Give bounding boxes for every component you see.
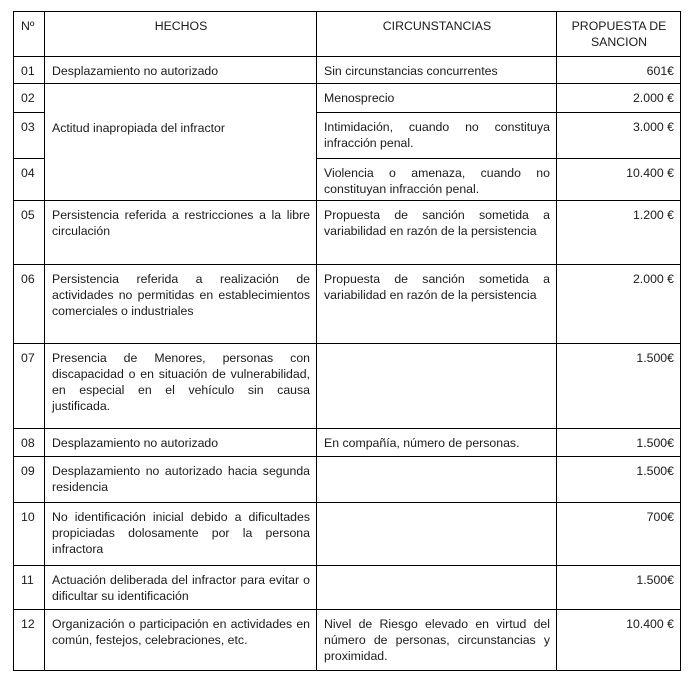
row-sancion: 10.400 €	[557, 159, 681, 201]
table-row	[14, 503, 681, 566]
row-circunstancias: Nivel de Riesgo elevado en virtud del número de personas, circunstancias y proximidad.	[317, 610, 557, 671]
row-circunstancias	[317, 457, 557, 503]
row-sancion: 2.000 €	[557, 84, 681, 113]
sanctions-table	[13, 11, 681, 671]
row-hechos: No identificación inicial debido a dificultades propiciadas dolosamente por la persona infractora	[45, 503, 317, 566]
table-row	[14, 265, 681, 344]
row-num: 07	[14, 344, 45, 429]
row-sancion: 700€	[557, 503, 681, 566]
table-row	[14, 57, 681, 84]
header-propuesta-line2: SANCION	[590, 35, 648, 49]
row-circunstancias: Propuesta de sanción sometida a variabilidad en razón de la persistencia	[317, 265, 557, 344]
row-sancion: 2.000 €	[557, 265, 681, 344]
row-sancion: 10.400 €	[557, 610, 681, 671]
row-circunstancias: En compañía, número de personas.	[317, 429, 557, 457]
row-sancion: 1.500€	[557, 344, 681, 429]
header-circunstancias: CIRCUNSTANCIAS	[317, 12, 557, 57]
row-num: 05	[14, 201, 45, 265]
row-circunstancias: Sin circunstancias concurrentes	[317, 57, 557, 84]
row-circunstancias	[317, 503, 557, 566]
row-circunstancias: Violencia o amenaza, cuando no constituyan infracción penal.	[317, 159, 557, 201]
row-sancion: 3.000 €	[557, 113, 681, 159]
row-circunstancias: Intimidación, cuando no constituya infracción penal.	[317, 113, 557, 159]
row-num: 08	[14, 429, 45, 457]
row-circunstancias	[317, 344, 557, 429]
table-row	[14, 201, 681, 265]
table-header-row	[14, 12, 681, 57]
row-hechos: Desplazamiento no autorizado	[45, 57, 317, 84]
row-sancion: 1.500€	[557, 566, 681, 610]
row-sancion: 1.500€	[557, 457, 681, 503]
row-hechos: Persistencia referida a restricciones a la libre circulación	[45, 201, 317, 265]
header-propuesta	[557, 12, 681, 57]
row-num: 10	[14, 503, 45, 566]
row-circunstancias: Propuesta de sanción sometida a variabilidad en razón de la persistencia	[317, 201, 557, 265]
row-num: 03	[14, 113, 45, 159]
header-num: Nº	[14, 12, 45, 57]
header-hechos: HECHOS	[45, 12, 317, 57]
table-row	[14, 610, 681, 671]
table-row	[14, 457, 681, 503]
row-num: 06	[14, 265, 45, 344]
row-num: 04	[14, 159, 45, 201]
row-sancion: 1.500€	[557, 429, 681, 457]
row-num: 12	[14, 610, 45, 671]
table-row	[14, 84, 681, 113]
row-sancion: 601€	[557, 57, 681, 84]
row-hechos: Desplazamiento no autorizado hacia segunda residencia	[45, 457, 317, 503]
row-sancion: 1.200 €	[557, 201, 681, 265]
row-hechos: Desplazamiento no autorizado	[45, 429, 317, 457]
table-row	[14, 566, 681, 610]
row-num: 11	[14, 566, 45, 610]
header-propuesta-line1: PROPUESTA DE	[571, 19, 667, 33]
table-row	[14, 429, 681, 457]
row-circunstancias: Menosprecio	[317, 84, 557, 113]
table-row	[14, 344, 681, 429]
row-circunstancias	[317, 566, 557, 610]
row-num: 09	[14, 457, 45, 503]
row-hechos: Organización o participación en actividades en común, festejos, celebraciones, etc.	[45, 610, 317, 671]
row-hechos: Actuación deliberada del infractor para evitar o dificultar su identificación	[45, 566, 317, 610]
row-num: 01	[14, 57, 45, 84]
row-hechos: Presencia de Menores, personas con discapacidad o en situación de vulnerabilidad, en especial en el vehículo sin causa justificada.	[45, 344, 317, 429]
row-hechos-merged: Actitud inapropiada del infractor	[45, 84, 317, 201]
row-num: 02	[14, 84, 45, 113]
row-hechos: Persistencia referida a realización de actividades no permitidas en establecimientos comerciales o industriales	[45, 265, 317, 344]
